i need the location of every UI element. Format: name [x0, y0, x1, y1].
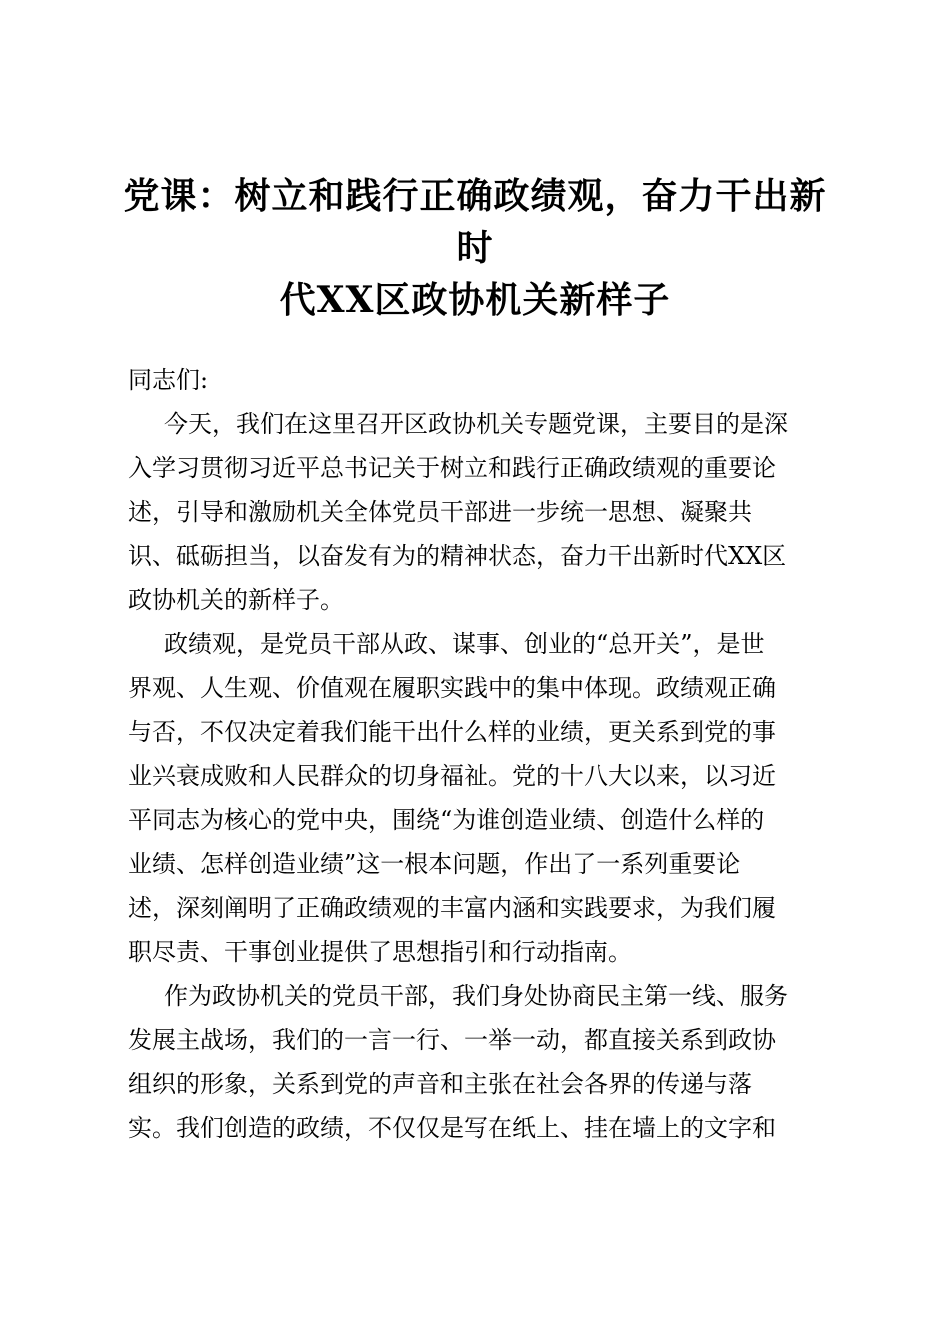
text-line: 发展主战场，我们的一言一行、一举一动，都直接关系到政协: [128, 1026, 776, 1054]
text-line: 识、砥砺担当，以奋发有为的精神状态，奋力干出新时代XX区: [128, 542, 787, 570]
text-line: 作为政协机关的党员干部，我们身处协商民主第一线、服务: [164, 982, 788, 1010]
paragraph-3: [128, 974, 828, 1150]
text-line: 述，引导和激励机关全体党员干部进一步统一思想、凝聚共: [128, 498, 752, 526]
text-line: 业绩、怎样创造业绩”这一根本问题，作出了一系列重要论: [128, 850, 741, 878]
paragraph-1: [128, 402, 828, 622]
text-line: 入学习贯彻习近平总书记关于树立和践行正确政绩观的重要论: [128, 454, 776, 482]
page-title: [110, 170, 840, 326]
text-line: 政协机关的新样子。: [128, 586, 344, 614]
title-line: 党课：树立和践行正确政绩观，奋力干出新时: [123, 175, 827, 269]
text-line: 业兴衰成败和人民群众的切身福祉。党的十八大以来，以习近: [128, 762, 776, 790]
salutation: 同志们:: [128, 366, 209, 394]
text-line: 实。我们创造的政绩，不仅仅是写在纸上、挂在墙上的文字和: [128, 1114, 776, 1142]
title-line: 代XX区政协机关新样子: [279, 279, 671, 321]
text-line: 组织的形象，关系到党的声音和主张在社会各界的传递与落: [128, 1070, 752, 1098]
text-line: 职尽责、干事创业提供了思想指引和行动指南。: [128, 938, 632, 966]
text-line: 政绩观，是党员干部从政、谋事、创业的“总开关”，是世: [164, 630, 765, 658]
text-line: 与否，不仅决定着我们能干出什么样的业绩，更关系到党的事: [128, 718, 776, 746]
text-line: 述，深刻阐明了正确政绩观的丰富内涵和实践要求，为我们履: [128, 894, 776, 922]
text-line: 平同志为核心的党中央，围绕“为谁创造业绩、创造什么样的: [128, 806, 765, 834]
text-line: 今天，我们在这里召开区政协机关专题党课，主要目的是深: [164, 410, 788, 438]
paragraph-2: [128, 622, 828, 974]
text-line: 界观、人生观、价值观在履职实践中的集中体现。政绩观正确: [128, 674, 776, 702]
document-body: [128, 358, 828, 1150]
